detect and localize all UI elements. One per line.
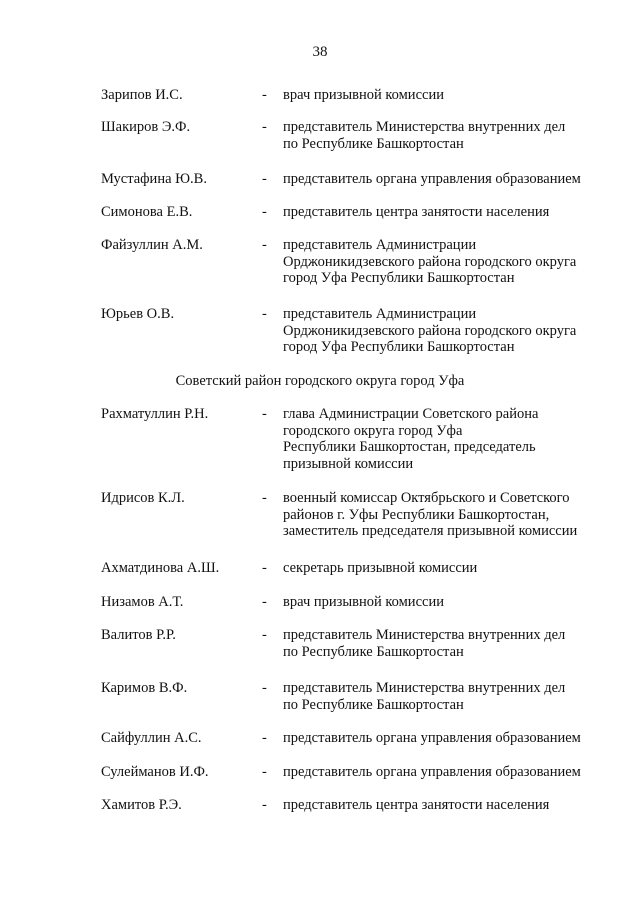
role-line: заместитель председателя призывной комиссии	[283, 523, 578, 539]
role-line: глава Администрации Советского района	[283, 406, 539, 422]
role-line: город Уфа Республики Башкортостан	[283, 270, 515, 286]
member-name: Зарипов И.С.	[101, 87, 183, 103]
role-line: врач призывной комиссии	[283, 594, 444, 610]
separator-dash: -	[262, 490, 267, 506]
role-line: представитель центра занятости населения	[283, 204, 550, 220]
role-line: по Республике Башкортостан	[283, 135, 464, 152]
member-role	[283, 594, 628, 611]
role-line: представитель Министерства внутренних дел	[283, 627, 566, 643]
member-role	[283, 797, 628, 814]
role-line: представитель Администрации	[283, 306, 477, 322]
member-name: Хамитов Р.Э.	[101, 797, 182, 813]
separator-dash: -	[262, 306, 267, 322]
member-name: Каримов В.Ф.	[101, 680, 188, 696]
role-line: врач призывной комиссии	[283, 87, 444, 103]
separator-dash: -	[262, 406, 267, 422]
role-line: Орджоникидзевского района городского округа	[283, 322, 577, 339]
separator-dash: -	[262, 237, 267, 253]
role-line: представитель органа управления образованием	[283, 764, 581, 780]
role-line: Республики Башкортостан, председатель	[283, 439, 536, 455]
member-role	[283, 406, 628, 472]
role-line: представитель органа управления образованием	[283, 171, 581, 187]
member-role	[283, 87, 628, 104]
member-role	[283, 560, 628, 577]
member-role	[283, 490, 628, 540]
separator-dash: -	[262, 204, 267, 220]
member-role	[283, 204, 628, 221]
member-role	[283, 627, 628, 660]
separator-dash: -	[262, 680, 267, 696]
member-role	[283, 237, 628, 287]
member-name: Юрьев О.В.	[101, 306, 175, 322]
role-line: представитель Администрации	[283, 237, 477, 253]
role-line: представитель Министерства внутренних дел	[283, 119, 566, 135]
role-line: военный комиссар Октябрьского и Советского	[283, 490, 570, 506]
member-role	[283, 171, 628, 188]
separator-dash: -	[262, 594, 267, 610]
member-name: Симонова Е.В.	[101, 204, 193, 220]
separator-dash: -	[262, 627, 267, 643]
role-line: городского округа город Уфа	[283, 422, 463, 439]
member-name: Сулейманов И.Ф.	[101, 764, 209, 780]
separator-dash: -	[262, 171, 267, 187]
role-line: по Республике Башкортостан	[283, 696, 464, 713]
separator-dash: -	[262, 730, 267, 746]
page-number: 38	[312, 44, 328, 60]
member-role	[283, 306, 628, 356]
member-name: Низамов А.Т.	[101, 594, 184, 610]
role-line: призывной комиссии	[283, 455, 414, 472]
member-name: Рахматуллин Р.Н.	[101, 406, 209, 422]
member-name: Мустафина Ю.В.	[101, 171, 207, 187]
role-line: секретарь призывной комиссии	[283, 560, 478, 576]
member-role	[283, 680, 628, 713]
separator-dash: -	[262, 797, 267, 813]
member-name: Ахматдинова А.Ш.	[101, 560, 220, 576]
member-role	[283, 119, 628, 152]
member-role	[283, 730, 628, 747]
member-name: Файзуллин А.М.	[101, 237, 203, 253]
role-line: по Республике Башкортостан	[283, 643, 464, 660]
separator-dash: -	[262, 560, 267, 576]
member-name: Идрисов К.Л.	[101, 490, 185, 506]
section-heading: Советский район городского округа город Уфа	[175, 373, 465, 389]
role-line: представитель органа управления образованием	[283, 730, 581, 746]
role-line: представитель Министерства внутренних дел	[283, 680, 566, 696]
member-name: Валитов Р.Р.	[101, 627, 176, 643]
member-name: Шакиров Э.Ф.	[101, 119, 191, 135]
role-line: районов г. Уфы Республики Башкортостан,	[283, 506, 550, 523]
separator-dash: -	[262, 764, 267, 780]
role-line: город Уфа Республики Башкортостан	[283, 339, 515, 355]
separator-dash: -	[262, 119, 267, 135]
member-role	[283, 764, 628, 781]
member-name: Сайфуллин А.С.	[101, 730, 202, 746]
separator-dash: -	[262, 87, 267, 103]
role-line: Орджоникидзевского района городского округа	[283, 253, 577, 270]
role-line: представитель центра занятости населения	[283, 797, 550, 813]
